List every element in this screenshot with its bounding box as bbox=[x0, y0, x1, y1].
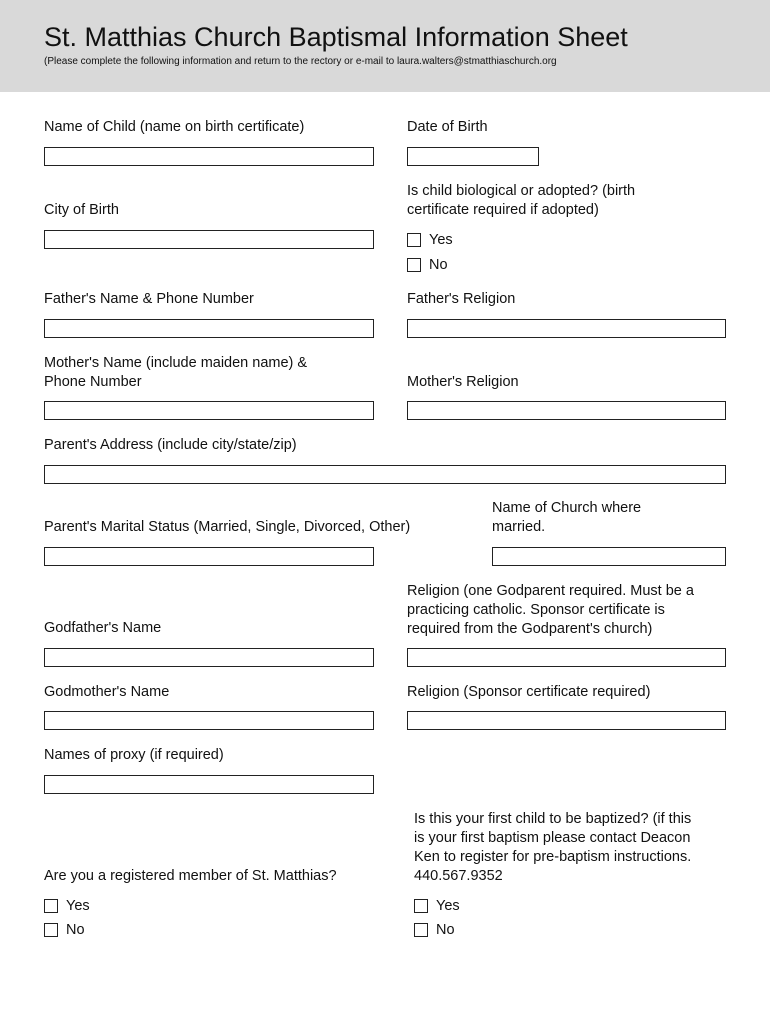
child-name-label: Name of Child (name on birth certificate) bbox=[44, 119, 305, 135]
father-name-label: Father's Name & Phone Number bbox=[44, 291, 254, 307]
church-married-label: Name of Church where married. bbox=[492, 500, 642, 535]
child-name-field[interactable] bbox=[44, 147, 374, 166]
member-no-option[interactable] bbox=[44, 921, 85, 939]
marital-status-label: Parent's Marital Status (Married, Single, Divorced, Other) bbox=[44, 519, 411, 535]
date-of-birth-field[interactable] bbox=[407, 147, 539, 166]
first-child-yes-option[interactable] bbox=[414, 897, 460, 915]
adopted-yes-checkbox[interactable] bbox=[407, 233, 421, 247]
city-of-birth-field[interactable] bbox=[44, 230, 374, 249]
adopted-yes-text: Yes bbox=[429, 232, 453, 248]
member-yes-checkbox[interactable] bbox=[44, 899, 58, 913]
header-banner bbox=[0, 0, 770, 92]
godfather-name-label: Godfather's Name bbox=[44, 620, 162, 636]
father-religion-label: Father's Religion bbox=[407, 291, 516, 307]
city-of-birth-label: City of Birth bbox=[44, 202, 119, 218]
member-yes-text: Yes bbox=[66, 898, 90, 914]
mother-name-label: Mother's Name (include maiden name) & Phone Number bbox=[44, 355, 308, 390]
member-no-checkbox[interactable] bbox=[44, 923, 58, 937]
godmother-name-label: Godmother's Name bbox=[44, 684, 170, 700]
godmother-religion-label: Religion (Sponsor certificate required) bbox=[407, 684, 651, 700]
member-yes-option[interactable] bbox=[44, 897, 90, 915]
father-religion-field[interactable] bbox=[407, 319, 726, 338]
godfather-religion-label: Religion (one Godparent required. Must be a practicing catholic. Sponsor certificate is required from the Godparent's church) bbox=[407, 583, 694, 637]
adopted-yes-option[interactable] bbox=[407, 231, 453, 249]
first-child-no-checkbox[interactable] bbox=[414, 923, 428, 937]
adopted-no-text: No bbox=[429, 257, 448, 273]
adopted-no-checkbox[interactable] bbox=[407, 258, 421, 272]
parents-address-field[interactable] bbox=[44, 465, 726, 484]
proxy-names-field[interactable] bbox=[44, 775, 374, 794]
registered-member-label: Are you a registered member of St. Matthias? bbox=[44, 868, 337, 884]
first-child-yes-text: Yes bbox=[436, 898, 460, 914]
marital-status-field[interactable] bbox=[44, 547, 374, 566]
proxy-names-label: Names of proxy (if required) bbox=[44, 747, 224, 763]
godfather-name-field[interactable] bbox=[44, 648, 374, 667]
member-no-text: No bbox=[66, 922, 85, 938]
first-child-no-text: No bbox=[436, 922, 455, 938]
first-child-label: Is this your first child to be baptized? (if this is your first baptism please contact Deacon Ken to register for pre-baptism instructions. 440.567.9352 bbox=[414, 811, 692, 884]
first-child-yes-checkbox[interactable] bbox=[414, 899, 428, 913]
godmother-religion-field[interactable] bbox=[407, 711, 726, 730]
date-of-birth-label: Date of Birth bbox=[407, 119, 488, 135]
first-child-no-option[interactable] bbox=[414, 921, 455, 939]
church-married-field[interactable] bbox=[492, 547, 726, 566]
page-subtitle: (Please complete the following information and return to the rectory or e-mail to laura.walters@stmatthiaschurch.org bbox=[44, 56, 557, 67]
adopted-no-option[interactable] bbox=[407, 256, 448, 274]
mother-religion-label: Mother's Religion bbox=[407, 374, 519, 390]
biological-adopted-label: Is child biological or adopted? (birth certificate required if adopted) bbox=[407, 183, 636, 218]
father-name-field[interactable] bbox=[44, 319, 374, 338]
mother-name-field[interactable] bbox=[44, 401, 374, 420]
page-title: St. Matthias Church Baptismal Information Sheet bbox=[44, 22, 628, 52]
mother-religion-field[interactable] bbox=[407, 401, 726, 420]
parents-address-label: Parent's Address (include city/state/zip) bbox=[44, 437, 297, 453]
godfather-religion-field[interactable] bbox=[407, 648, 726, 667]
godmother-name-field[interactable] bbox=[44, 711, 374, 730]
